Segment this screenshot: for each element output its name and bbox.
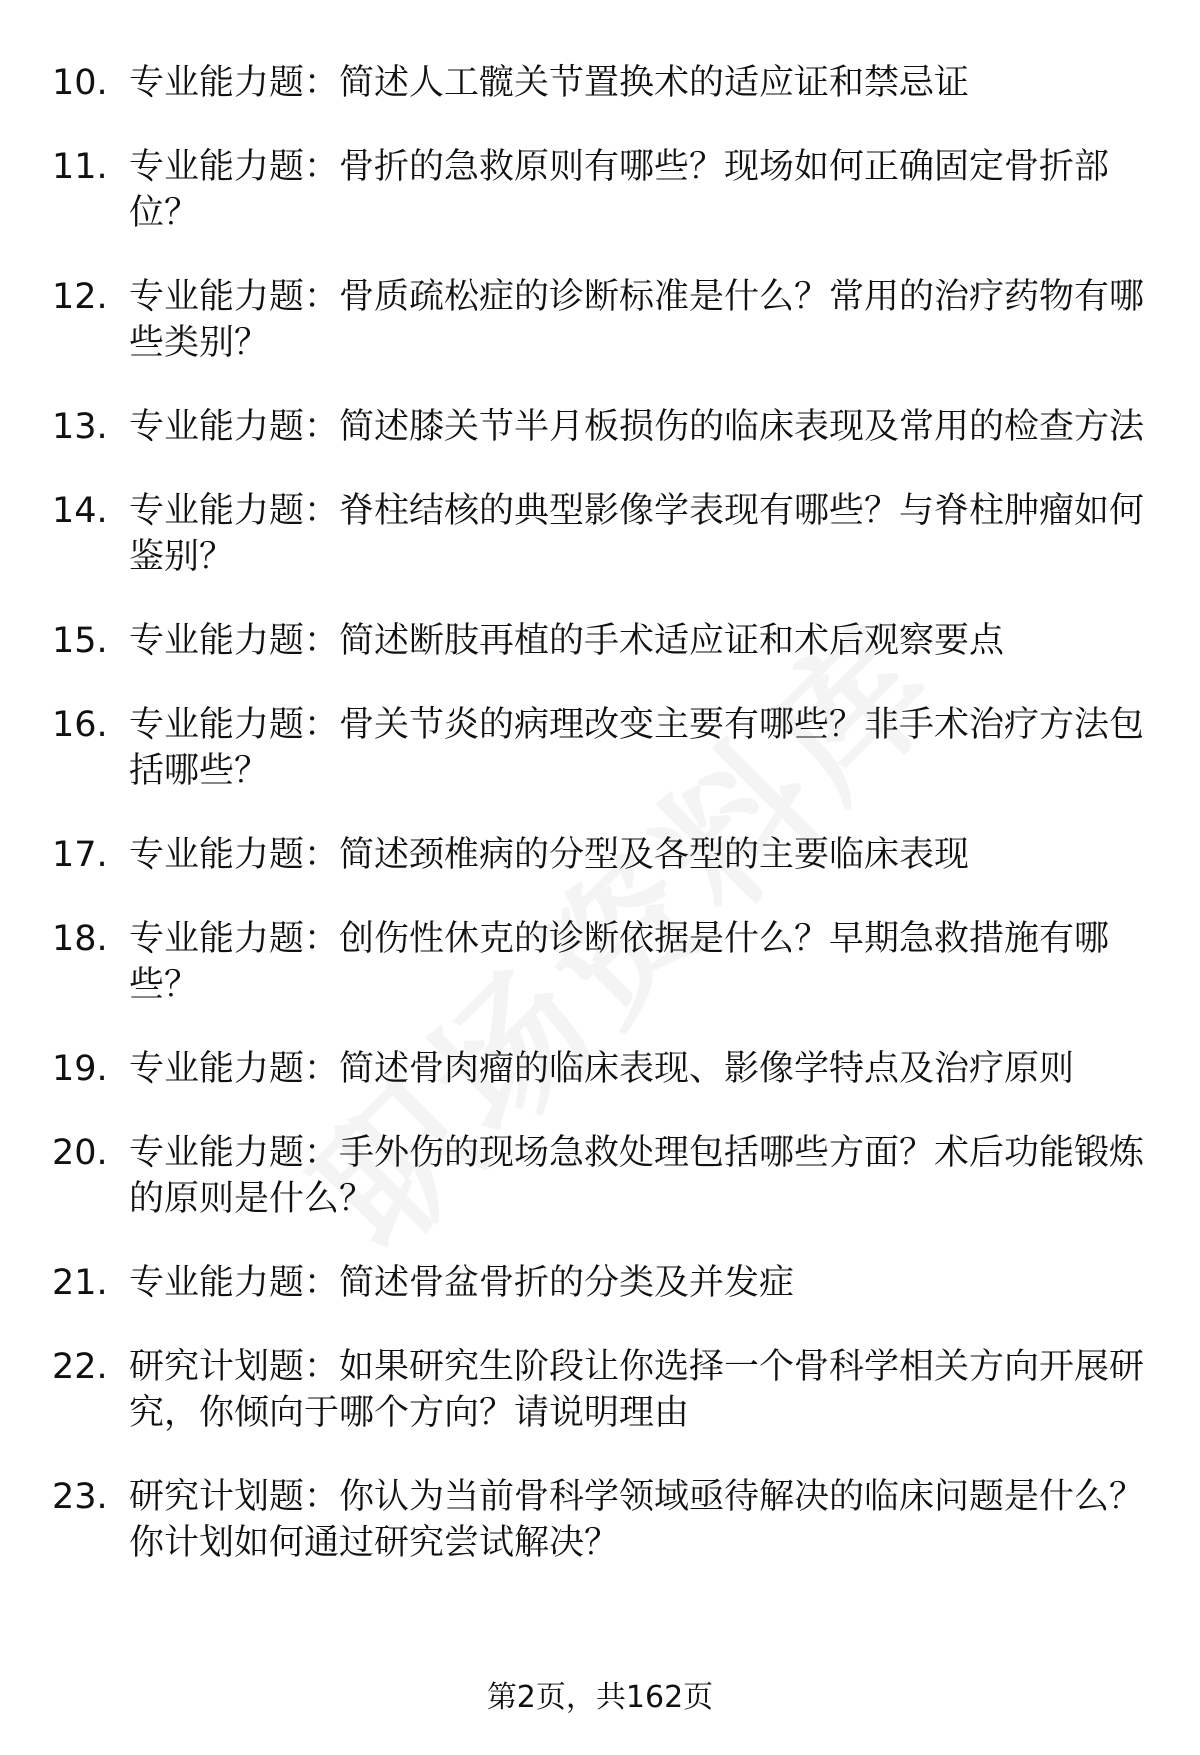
- question-number: 22.: [52, 1347, 108, 1387]
- question-text: 专业能力题：简述人工髋关节置换术的适应证和禁忌证: [129, 63, 970, 103]
- list-item: [52, 702, 1152, 794]
- list-item: [52, 404, 1152, 450]
- question-number: 11.: [52, 147, 108, 187]
- question-text: 专业能力题：骨折的急救原则有哪些？现场如何正确固定骨折部位？: [129, 147, 1110, 233]
- question-text: 专业能力题：脊柱结核的典型影像学表现有哪些？与脊柱肿瘤如何鉴别？: [129, 491, 1145, 577]
- list-item: [52, 1046, 1152, 1092]
- list-item: [52, 144, 1152, 236]
- list-item: [52, 618, 1152, 664]
- list-item: [52, 916, 1152, 1008]
- question-number: 10.: [52, 63, 108, 103]
- question-number: 18.: [52, 919, 108, 959]
- list-item: [52, 1474, 1152, 1566]
- question-text: 研究计划题：如果研究生阶段让你选择一个骨科学相关方向开展研究，你倾向于哪个方向？请说明理由: [129, 1347, 1145, 1433]
- list-item: [52, 1260, 1152, 1306]
- question-text: 专业能力题：简述骨肉瘤的临床表现、影像学特点及治疗原则: [129, 1049, 1075, 1089]
- question-text: 专业能力题：简述颈椎病的分型及各型的主要临床表现: [129, 835, 970, 875]
- list-item: [52, 832, 1152, 878]
- list-item: [52, 60, 1152, 106]
- question-text: 专业能力题：简述骨盆骨折的分类及并发症: [129, 1263, 795, 1303]
- list-item: [52, 488, 1152, 580]
- question-text: 研究计划题：你认为当前骨科学领域亟待解决的临床问题是什么？你计划如何通过研究尝试解决？: [129, 1477, 1145, 1563]
- question-text: 专业能力题：简述膝关节半月板损伤的临床表现及常用的检查方法: [129, 407, 1145, 447]
- question-text: 专业能力题：创伤性休克的诊断依据是什么？早期急救措施有哪些？: [129, 919, 1110, 1005]
- list-item: [52, 1130, 1152, 1222]
- question-text: 专业能力题：骨关节炎的病理改变主要有哪些？非手术治疗方法包括哪些？: [129, 705, 1145, 791]
- question-number: 19.: [52, 1049, 108, 1089]
- question-text: 专业能力题：骨质疏松症的诊断标准是什么？常用的治疗药物有哪些类别？: [129, 277, 1145, 363]
- question-number: 12.: [52, 277, 108, 317]
- question-number: 23.: [52, 1477, 108, 1517]
- page-number-footer: 第2页，共162页: [486, 1680, 714, 1715]
- question-number: 21.: [52, 1263, 108, 1303]
- question-number: 20.: [52, 1133, 108, 1173]
- question-text: 专业能力题：简述断肢再植的手术适应证和术后观察要点: [129, 621, 1005, 661]
- question-number: 16.: [52, 705, 108, 745]
- question-text: 专业能力题：手外伤的现场急救处理包括哪些方面？术后功能锻炼的原则是什么？: [129, 1133, 1145, 1219]
- question-number: 13.: [52, 407, 108, 447]
- question-number: 15.: [52, 621, 108, 661]
- question-list: [52, 60, 1152, 1604]
- list-item: [52, 1344, 1152, 1436]
- question-number: 17.: [52, 835, 108, 875]
- list-item: [52, 274, 1152, 366]
- question-number: 14.: [52, 491, 108, 531]
